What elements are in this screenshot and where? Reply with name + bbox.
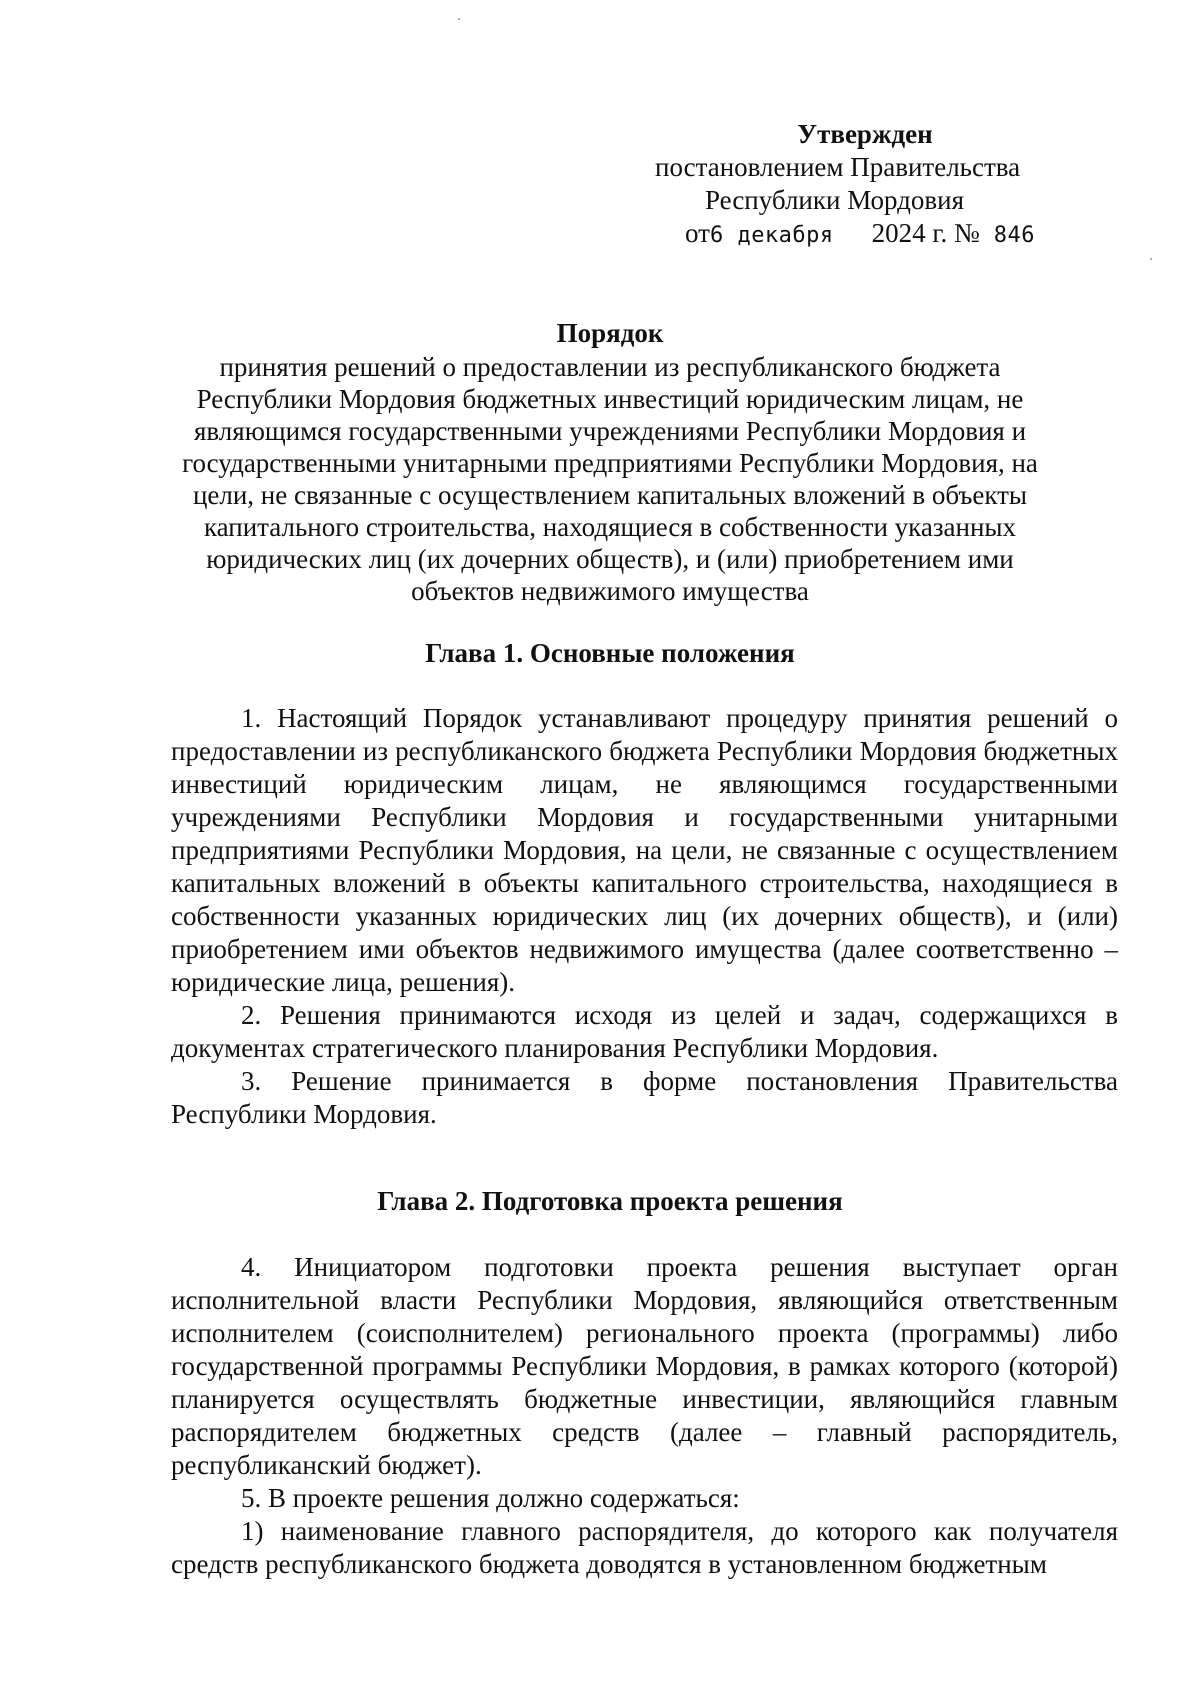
- chapter-2-body: [171, 1251, 1118, 1581]
- approval-year-label: 2024 г. №: [871, 218, 980, 248]
- approval-stamp-block: [655, 118, 1095, 252]
- chapter-2-heading: Глава 2. Подготовка проекта решения: [377, 1186, 843, 1216]
- scan-speck: [458, 18, 460, 20]
- approval-title: Утвержден: [797, 119, 933, 149]
- paragraph: 1) наименование главного распорядителя, до которого как получателя средств республиканского бюджета доводятся в установленном бюджетным: [171, 1516, 1118, 1579]
- approval-line-2: Республики Мордовия: [705, 185, 965, 215]
- chapter-1-body: [171, 702, 1118, 1131]
- approval-number: 846: [993, 223, 1035, 248]
- paragraph: 2. Решения принимаются исходя из целей и задач, содержащихся в документах стратегического планирования Республики Мордовия.: [171, 1000, 1118, 1063]
- approval-date: 6 декабря: [709, 223, 834, 248]
- approval-date-prefix: от: [685, 218, 710, 248]
- document-title-line: объектов недвижимого имущества: [411, 576, 809, 606]
- approval-line-1: постановлением Правительства: [655, 152, 1021, 182]
- document-title-heading: Порядок: [556, 318, 664, 348]
- document-title-line: Республики Мордовия бюджетных инвестиций юридическим лицам, не: [196, 384, 1024, 414]
- document-title: [170, 317, 1050, 607]
- approval-date-line: [685, 217, 1095, 252]
- document-title-line: принятия решений о предоставлении из республиканского бюджета: [219, 352, 1001, 382]
- paragraph: 4. Инициатором подготовки проекта решения выступает орган исполнительной власти Республики Мордовия, являющийся ответственным исполнителем (соисполнителем) регионального проекта (программы) либо государственной программы Республики Мордовия, в рамках которого (которой) планируется осуществлять бюджетные инвестиции, являющийся главным распорядителем бюджетных средств (далее – главный распорядитель, республиканский бюджет).: [171, 1252, 1118, 1480]
- document-title-line: государственными унитарными предприятиями Республики Мордовия, на: [182, 448, 1038, 478]
- document-title-line: являющимся государственными учреждениями Республики Мордовия и: [193, 416, 1027, 446]
- chapter-1-heading: Глава 1. Основные положения: [425, 638, 795, 668]
- scan-speck: [1150, 258, 1152, 260]
- paragraph: 1. Настоящий Порядок устанавливают процедуру принятия решений о предоставлении из республиканского бюджета Республики Мордовия бюджетных инвестиций юридическим лицам, не являющимся государственными учреждениями Республики Мордовия и государственными унитарными предприятиями Республики Мордовия, на цели, не связанные с осуществлением капитальных вложений в объекты капитального строительства, находящиеся в собственности указанных юридических лиц (их дочерних обществ), и (или) приобретением ими объектов недвижимого имущества (далее соответственно – юридические лица, решения).: [171, 703, 1118, 997]
- paragraph: 5. В проекте решения должно содержаться:: [241, 1483, 740, 1513]
- document-title-line: капитального строительства, находящиеся в собственности указанных: [203, 512, 1017, 542]
- document-title-line: юридических лиц (их дочерних обществ), и (или) приобретением ими: [206, 544, 1014, 574]
- paragraph: 3. Решение принимается в форме постановления Правительства Республики Мордовия.: [171, 1066, 1118, 1129]
- document-title-line: цели, не связанные с осуществлением капитальных вложений в объекты: [192, 480, 1028, 510]
